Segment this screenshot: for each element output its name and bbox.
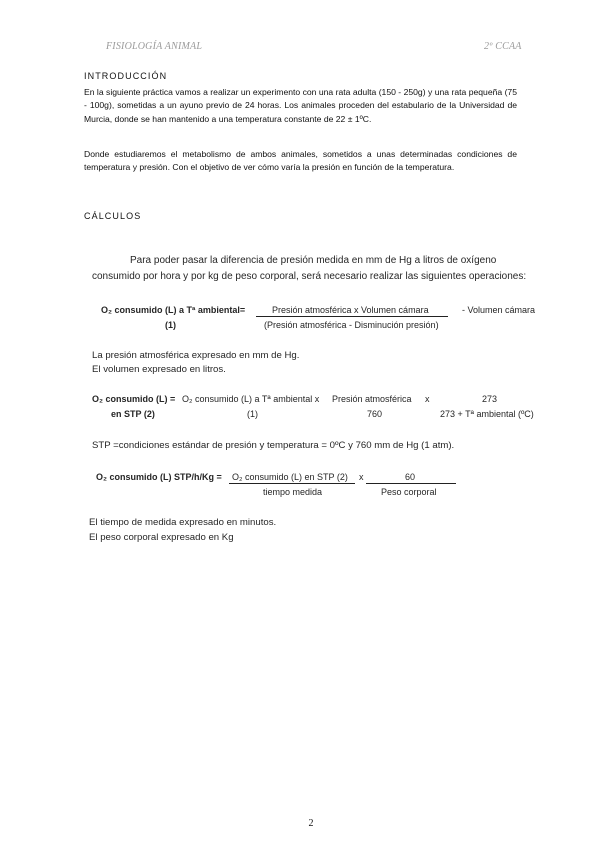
running-header-right: 2º CCAA <box>484 41 522 52</box>
calc-intro-line-1: Para poder pasar la diferencia de presión medida en mm de Hg a litros de oxígeno <box>130 255 497 266</box>
formula3-multiply: x <box>359 472 364 482</box>
formula1-denominator: (Presión atmosférica - Disminución presión) <box>264 320 439 330</box>
section-title-introduccion: INTRODUCCIÓN <box>84 71 168 81</box>
intro-paragraph-1: En la siguiente práctica vamos a realizar un experimento con una rata adulta (150 - 250g) y una rata pequeña (75 - 100g), sometidas a un ayuno previo de 24 horas. Los animales proceden del estabulario de la Universidad de Murcia, donde se han mantenido a una temperatura constante de 22 ± 1ºC. <box>84 87 517 124</box>
formula1-tail: - Volumen cámara <box>462 305 536 315</box>
section-title-calculos: CÁLCULOS <box>84 211 142 221</box>
formula3-fraction-bar-2 <box>366 483 456 484</box>
formula3-lhs: O₂ consumido (L) STP/h/Kg = <box>96 472 222 482</box>
formula3-numerator-1: O₂ consumido (L) en STP (2) <box>232 472 348 482</box>
formula2-term1-sub: (1) <box>247 409 258 419</box>
formula2-multiply: x <box>425 394 430 404</box>
formula1-lhs-number: (1) <box>165 320 176 330</box>
formula1-fraction-bar <box>256 316 448 317</box>
formula2-term1: O₂ consumido (L) a Tª ambiental x <box>182 394 320 404</box>
page-number: 2 <box>308 818 314 829</box>
formula2-term3-sub: 273 + Tª ambiental (ºC) <box>440 409 534 419</box>
intro-paragraph-2: Donde estudiaremos el metabolismo de ambos animales, sometidos a unas determinadas condiciones de temperatura y presión. Con el objetivo de ver cómo varía la presión en función de la temperatura. <box>84 149 517 173</box>
running-header-left: FISIOLOGÍA ANIMAL <box>106 41 203 52</box>
stp-definition: STP =condiciones estándar de presión y temperatura = 0ºC y 760 mm de Hg (1 atm). <box>92 440 455 451</box>
formula1-lhs: O₂ consumido (L) a Tª ambiental= <box>101 305 246 315</box>
formula2-term3: 273 <box>482 394 498 404</box>
formula3-numerator-2: 60 <box>405 472 416 482</box>
formula3-denominator-1: tiempo medida <box>263 487 323 497</box>
formula1-numerator: Presión atmosférica x Volumen cámara <box>272 305 429 315</box>
formula2-lhs-stp: en STP (2) <box>111 409 155 419</box>
formula2-lhs: O₂ consumido (L) = <box>92 394 176 404</box>
formula3-denominator-2: Peso corporal <box>381 487 437 497</box>
formula2-term2: Presión atmosférica <box>332 394 412 404</box>
formula2-term2-sub: 760 <box>367 409 383 419</box>
note-peso: El peso corporal expresado en Kg <box>89 532 234 543</box>
note-tiempo: El tiempo de medida expresado en minutos. <box>89 517 277 528</box>
note-volumen: El volumen expresado en litros. <box>92 364 226 375</box>
calc-intro-line-2: consumido por hora y por kg de peso corporal, será necesario realizar las siguientes operaciones: <box>92 271 527 282</box>
formula3-fraction-bar-1 <box>229 483 355 484</box>
note-presion-atmosferica: La presión atmosférica expresado en mm de Hg. <box>92 350 300 361</box>
